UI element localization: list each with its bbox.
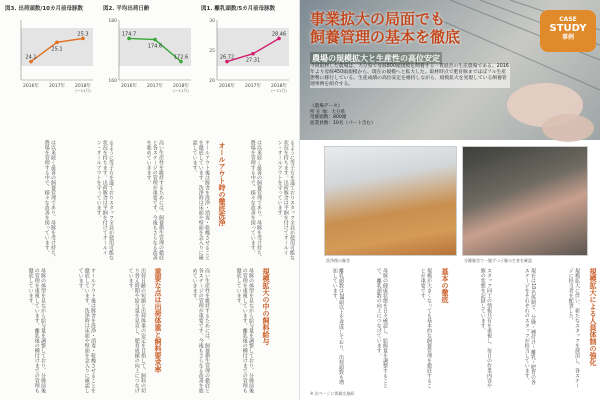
x-tick-label: 2016年	[219, 84, 235, 89]
text-column: 離乳頭数は28頭以上を達成しており、出荷頭数も増加しています。	[331, 268, 344, 385]
x-tick-label: 2016年	[23, 84, 39, 89]
text-column: 規模拡大に伴い、新たなスタッフを採用し、各ステージに担当者を配置した。	[567, 268, 580, 388]
photo-caption: 分娩豚舎で一腹ずつ子豚の生育を確認	[464, 258, 532, 263]
data-label: 174.6	[147, 43, 163, 50]
farm-data-line: 所 在 地：大分県	[310, 109, 346, 115]
chart-title: 図1. 離乳頭数/5カ月前母豚数	[201, 6, 276, 12]
data-label: 25.1	[51, 46, 63, 53]
chart-svg	[5, 14, 100, 114]
text-column: オールアウト後は豚舎を洗浄・消毒・乾燥させることを徹底しています。洗浄時は床面や壁面を念入りに確認しています。	[77, 268, 96, 393]
text-column: 出荷日齢の短縮と出荷体重の安定を目指して、飼料の切り替え時期や給与量を見直し、肥育成績の向上につなげています。	[127, 268, 146, 393]
case-study-badge	[540, 10, 596, 52]
text-column: 母豚の健康状態を日々確認し、給餌量を調整することで、離乳頭数の向上につなげています。	[375, 268, 388, 388]
badge-text: STUDY	[549, 23, 587, 34]
x-tick-note: (〜11月)	[75, 88, 91, 93]
right-page	[300, 0, 600, 400]
farm-data-line: 《農場データ》	[310, 104, 343, 109]
text-column: 母豚の体型を見ながら給与量を調整しており、分娩前後の管理を重視しています。離乳後の種付けまでの管理も徹底しています。	[27, 268, 46, 393]
badge-text: 事例	[561, 34, 574, 41]
article-title-line2: 飼養管理の基本を徹底	[310, 28, 461, 46]
text-column: るように等子方を遂ておりスタッフ全員が使用可能な状況を持ちます。出荷豚舎は平飼を付けてオールイン・オールアウトを守っています。	[95, 140, 114, 260]
section-heading: 重要な点は出荷体重と飼料要求率	[154, 268, 162, 373]
data-point	[251, 52, 255, 56]
text-column: は以来続く最善の飼養管理であり、母豚を受け持ち、農場を管理する中で、様々な改善を図っています。	[43, 140, 56, 260]
data-point	[55, 41, 59, 45]
y-tick-label: 180	[108, 19, 117, 24]
hero-photo	[300, 0, 600, 140]
chart-svg	[103, 14, 198, 114]
photo-feed	[324, 146, 457, 256]
data-label: 25.3	[77, 31, 89, 38]
article-title-line1: 事業拡大の局面でも	[310, 10, 446, 28]
x-tick-label: 2016年	[121, 84, 137, 89]
text-column: 規模が大きくなっても基本的な飼養管理を徹底することが重要です。	[419, 268, 432, 388]
x-tick-label: 2017年	[147, 84, 163, 89]
text-column: 現在は10名体制で、分娩・種付け・離乳・肥育の各ステージをそれぞれのスタッフが担当しています。	[523, 268, 536, 385]
text-column: オールアウト後は豚舎を洗浄・消毒・乾燥させることを徹底しています。洗浄時は床面や壁面を念入りに確認しています。	[191, 140, 210, 260]
data-point	[153, 38, 157, 42]
y-tick-label: 20	[209, 79, 215, 84]
article-subtitle: 農場の規模拡大と生産性の高位安定	[312, 54, 440, 63]
y-tick-label: 160	[108, 79, 117, 84]
data-label: 172.6	[173, 54, 189, 61]
section-heading: オールアウト時の徹底洗浄	[218, 142, 226, 226]
section-heading: 規模拡大による人員体制の強化	[589, 268, 597, 366]
photo-farrowing	[462, 146, 588, 256]
data-label: 24.1	[25, 54, 37, 61]
text-column: 高い生産性を維持するためには、飼養衛生管理の徹底と各ステージの管理が重要です。今後もさらなる改善を進めていきます。	[145, 140, 164, 260]
lead-paragraph: 今回取材した農場は、大分県で母豚800頭規模を飼養する一貫経営の生産農場である。2016年より母豚450頭規模から、現在の規模へと拡大した。取材時点で肥育豚までほぼフル生産態勢に移行している。生産成績の高位安定を維持しながら、規模拡大を実現している飼養管理事例を紹介する。	[310, 64, 509, 87]
chart-title: 図2. 平均出荷日齢	[103, 6, 150, 12]
chart-shipments	[5, 4, 100, 116]
photo-caption: 洗浄後の豚舎	[326, 258, 350, 263]
text-column: スタッフ同士の情報共有を重視し、毎日の作業内容や豚の状態を記録しています。	[479, 268, 492, 388]
x-tick-label: 2017年	[49, 84, 65, 89]
y-tick-label: 25	[209, 49, 215, 54]
farm-data	[310, 104, 376, 126]
x-tick-note: (〜11月)	[271, 88, 287, 93]
text-column: は以来続く最善の飼養管理であり、母豚を受け持ち、農場を管理する中で、様々な改善を図っています。	[249, 140, 262, 260]
chart-days	[103, 4, 198, 116]
data-label: 27.31	[245, 57, 261, 64]
data-label: 26.72	[219, 54, 235, 61]
badge-text: CASE	[559, 16, 577, 23]
y-tick-label: 30	[209, 19, 215, 24]
x-tick-label: 2018年	[173, 84, 189, 89]
text-column: 高い生産性を維持するためには、飼養衛生管理の徹底と各ステージの管理が重要です。今後もさらなる改善を進めていきます。	[191, 268, 210, 393]
x-tick-note: (〜11月)	[173, 88, 189, 93]
data-label: 28.46	[271, 31, 287, 38]
section-heading: 規模拡大の中の飼料給与	[262, 268, 270, 345]
farm-data-line: 母豚頭数：800頭	[310, 115, 347, 121]
chart-title: 図3. 出荷頭数/10カ月前母豚数	[5, 6, 83, 12]
data-label: 174.7	[121, 31, 137, 38]
x-tick-label: 2018年	[271, 84, 287, 89]
chart-svg	[201, 14, 296, 114]
chart-weaned	[201, 4, 296, 116]
farm-data-line: 従業員数：10名（パート含む）	[310, 120, 376, 126]
section-heading: 基本の徹底	[441, 268, 449, 303]
text-column: 母豚の体型を見ながら給与量を調整しており、分娩前後の管理を重視しています。離乳後の種付けまでの管理も徹底しています。	[235, 268, 254, 393]
footnote: ※ 次ページに掲載を継続	[310, 391, 355, 396]
x-tick-label: 2017年	[245, 84, 261, 89]
x-tick-label: 2018年	[75, 84, 91, 89]
text-column: るように等子方を遂ておりスタッフ全員が使用可能な状況を持ちます。出荷豚舎は平飼を付けてオールイン・オールアウトを守っています。	[276, 140, 295, 260]
